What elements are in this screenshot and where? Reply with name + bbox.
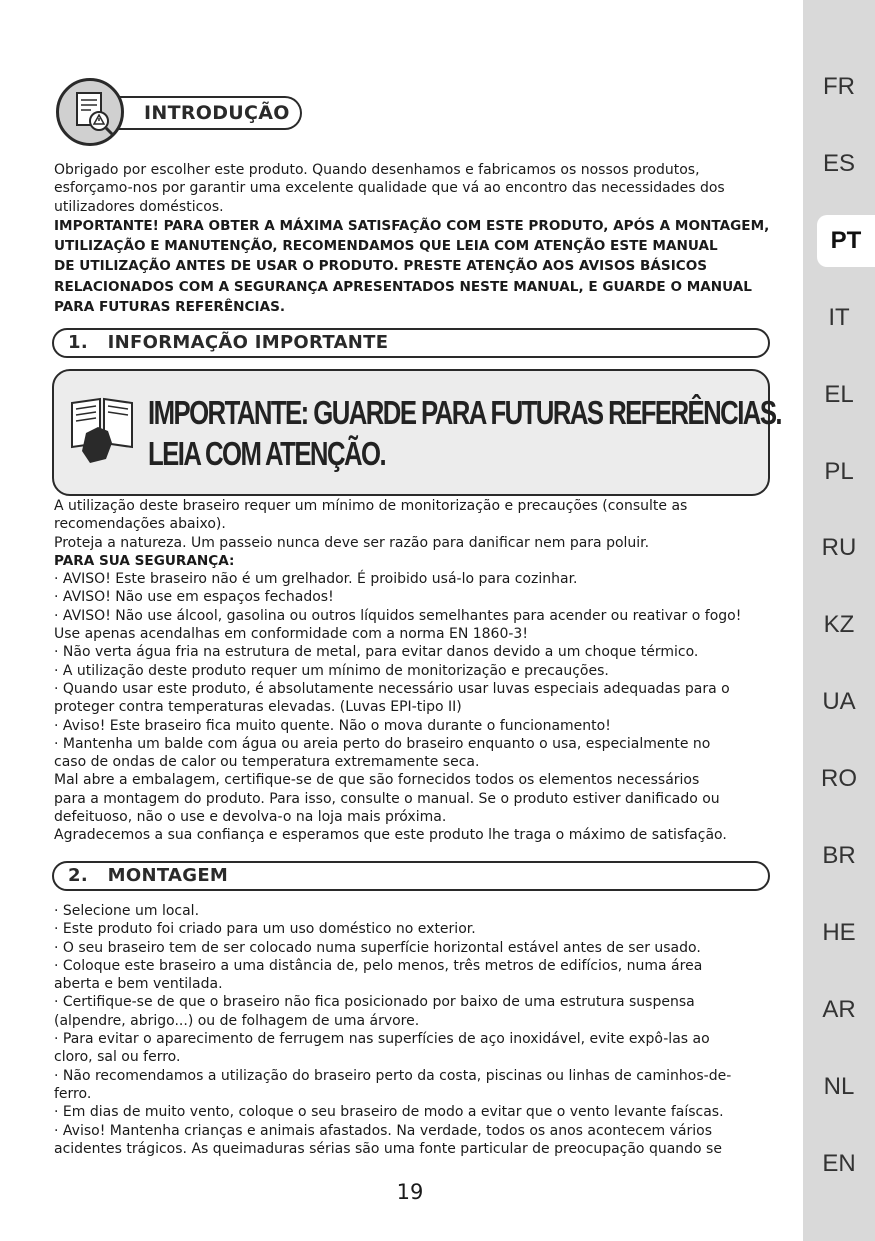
page-number: 19 <box>396 1180 424 1204</box>
language-tab-it[interactable]: IT <box>828 304 850 331</box>
important-banner-text: IMPORTANTE: GUARDE PARA FUTURAS REFERÊNCIAS. LEIA COM ATENÇÃO. <box>148 394 782 472</box>
language-tab-ro[interactable]: RO <box>821 765 857 792</box>
language-tab-he[interactable]: HE <box>822 919 856 946</box>
section-2-body: · Selecione um local. · Este produto foi criado para um uso doméstico no exterior. · O seu braseiro tem de ser colocado numa superfície horizontal estável antes de ser usado. · Coloque este braseiro a uma distância de, pelo menos, três metros de edifícios, numa área aberta e bem ventilada. · Certifique-se de que o braseiro não fica posicionado por baixo de uma estrutura suspensa (alpendre, abrigo...) ou de folhagem de uma árvore. · Para evitar o aparecimento de ferrugem nas superfícies de aço inoxidável, evite expô-las ao cloro, sal ou ferro. · Não recomendamos a utilização do braseiro perto da costa, piscinas ou linhas de caminhos-de- ferro. · Em dias de muito vento, coloque o seu braseiro de modo a evitar que o vento levante faíscas. · Aviso! Mantenha crianças e animais afastados. Na verdade, todos os anos acontecem vários acidentes trágicos. As queimaduras sérias são uma fonte particular de preocupação quando se <box>54 903 732 1157</box>
intro-paragraph: Obrigado por escolher este produto. Quando desenhamos e fabricamos os nossos produtos, esforçamo-nos por garantir uma excelente qualidade que vá ao encontro das necessidades dos utilizadores domésticos. <box>54 162 725 215</box>
language-tab-ru[interactable]: RU <box>821 534 857 561</box>
intro-title: INTRODUÇÃO <box>144 102 290 124</box>
language-tab-kz[interactable]: KZ <box>823 611 855 638</box>
intro-important-notice: IMPORTANTE! PARA OBTER A MÁXIMA SATISFAÇÃO COM ESTE PRODUTO, APÓS A MONTAGEM, UTILIZAÇÃO E MANUTENÇÃO, RECOMENDAMOS QUE LEIA COM ATENÇÃO ESTE MANUAL DE UTILIZAÇÃO ANTES DE USAR O PRODUTO. PRESTE ATENÇÃO AOS AVISOS BÁSICOS RELACIONADOS COM A SEGURANÇA APRESENTADOS NESTE MANUAL, E GUARDE O MANUAL PARA FUTURAS REFERÊNCIAS. <box>54 218 770 315</box>
section-1-title: 1. INFORMAÇÃO IMPORTANTE <box>68 332 389 353</box>
language-tab-en[interactable]: EN <box>822 1150 856 1177</box>
language-tab-br[interactable]: BR <box>822 842 856 869</box>
language-tab-es[interactable]: ES <box>822 150 855 177</box>
language-tab-nl[interactable]: NL <box>823 1073 855 1100</box>
document-warning-icon <box>56 78 124 146</box>
language-tab-ua[interactable]: UA <box>822 688 856 715</box>
language-tab-pl[interactable]: PL <box>824 458 854 485</box>
language-tab-pt[interactable]: PT <box>817 215 875 267</box>
language-tab-fr[interactable]: FR <box>823 73 855 100</box>
reading-manual-icon <box>68 393 136 467</box>
safety-heading: PARA SUA SEGURANÇA: <box>54 552 235 569</box>
language-sidebar <box>803 0 875 1241</box>
language-tab-el[interactable]: EL <box>824 381 854 408</box>
section-2-title: 2. MONTAGEM <box>68 865 229 886</box>
language-tab-ar[interactable]: AR <box>822 996 856 1023</box>
section-1-body: A utilização deste braseiro requer um mínimo de monitorização e precauções (consulte as recomendações abaixo). Proteja a natureza. Um passeio nunca deve ser razão para danificar nem para poluir. PARA SUA SEGURANÇA: · AVISO! Este braseiro não é um grelhador. É proibido usá-lo para cozinhar. · AVISO! Não use em espaços fechados! · AVISO! Não use álcool, gasolina ou outros líquidos semelhantes para acender ou reativar o fogo! Use apenas acendalhas em conformidade com a norma EN 1860-3! · Não verta água fria na estrutura de metal, para evitar danos devido a um choque térmico. · A utilização deste produto requer um mínimo de monitorização e precauções. · Quando usar este produto, é absolutamente necessário usar luvas especiais adequadas para o proteger contra temperaturas elevadas. (Luvas EPI-tipo II) · Aviso! Este braseiro fica muito quente. Não o mova durante o funcionamento! · Mantenha um balde com água ou areia perto do braseiro enquanto o usa, especialmente no caso de ondas de calor ou temperatura extremamente seca. Mal abre a embalagem, certifique-se de que são fornecidos todos os elementos necessários para a montagem do produto. Para isso, consulte o manual. Se o produto estiver danificado ou defeituoso, não o use e devolva-o na loja mais próxima. Agradecemos a sua confiança e esperamos que este produto lhe traga o máximo de satisfação. <box>54 497 772 845</box>
